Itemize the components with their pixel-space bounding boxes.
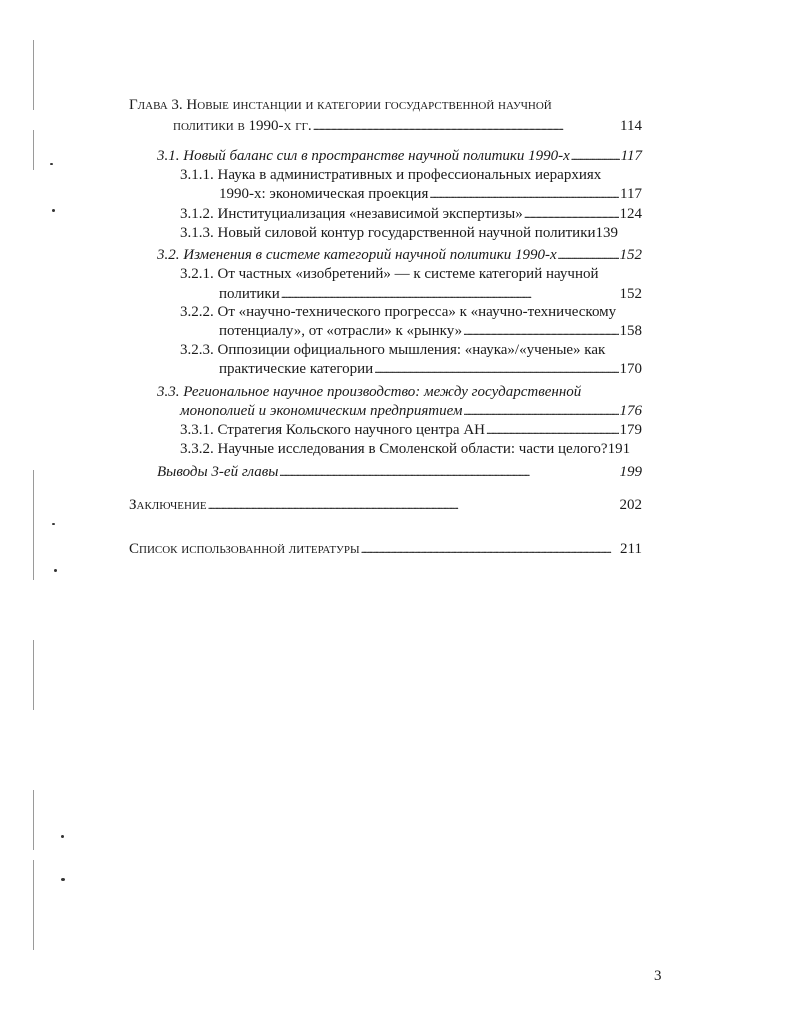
scan-edge-line xyxy=(33,470,34,580)
toc-chapter-3-conclusions[interactable] xyxy=(157,463,642,482)
toc-page-number: 124 xyxy=(619,206,642,222)
toc-subsection-3-2-1-line1: 3.2.1. От частных «изобретений» — к системе категорий научной xyxy=(180,266,599,282)
toc-entry-title: Список использованной литературы xyxy=(129,541,360,557)
toc-page-number: 114 xyxy=(620,118,642,134)
toc-chapter-3-title-line1: Глава 3. Новые инстанции и категории государственной научной xyxy=(129,97,552,113)
toc-leader-dots xyxy=(374,360,618,379)
toc-page-number: 179 xyxy=(619,422,642,438)
scan-speck xyxy=(52,209,55,212)
toc-page-number: 152 xyxy=(619,247,642,263)
toc-chapter-3-entry[interactable] xyxy=(173,117,642,136)
toc-page-number: 199 xyxy=(619,464,642,480)
scan-speck xyxy=(61,878,65,881)
toc-conclusion[interactable] xyxy=(129,496,642,515)
toc-leader-dots xyxy=(464,402,619,421)
toc-subsection-3-2-2-line1: 3.2.2. От «научно-технического прогресса» к «научно-техническому xyxy=(180,304,617,320)
toc-subsection-title: 3.3.2. Научные исследования в Смоленской области: части целого? xyxy=(180,441,608,457)
toc-subsection-title-line2: практические категории xyxy=(219,361,374,377)
toc-section-title: 3.1. Новый баланс сил в пространстве научной политики 1990-х xyxy=(157,148,570,164)
toc-subsection-3-1-3[interactable] xyxy=(180,224,642,243)
toc-subsection-title: 3.1.3. Новый силовой контур государственной научной политики xyxy=(180,225,596,241)
toc-subsection-title: 3.1.2. Институциализация «независимой экспертизы» xyxy=(180,206,523,222)
toc-leader-dots xyxy=(429,185,619,204)
toc-leader-dots xyxy=(524,205,619,224)
toc-leader-dots xyxy=(281,285,619,304)
scan-edge-line xyxy=(33,790,34,850)
toc-section-3-3-line1: 3.3. Региональное научное производство: между государственной xyxy=(157,384,582,400)
toc-subsection-3-2-3[interactable] xyxy=(219,360,642,379)
toc-page-number: 170 xyxy=(619,361,642,377)
toc-subsection-3-3-2[interactable] xyxy=(180,440,658,459)
toc-entry-title: Заключение xyxy=(129,497,207,513)
toc-leader-dots xyxy=(208,496,619,515)
toc-page-number: 191 xyxy=(607,441,631,457)
toc-entry-title: Выводы 3-ей главы xyxy=(157,464,279,480)
toc-subsection-title-line2: 1990-х: экономическая проекция xyxy=(219,186,429,202)
toc-section-title-line2: монополией и экономическим предприятием xyxy=(180,403,463,419)
toc-section-3-1[interactable] xyxy=(157,147,642,166)
toc-leader-dots xyxy=(486,421,618,440)
toc-chapter-3-title-line2: политики в 1990-х гг. xyxy=(173,118,312,134)
scan-speck xyxy=(50,163,53,165)
scan-speck xyxy=(61,835,64,838)
page-number: 3 xyxy=(654,968,662,984)
toc-subsection-3-2-1[interactable] xyxy=(219,285,642,304)
toc-subsection-3-1-2[interactable] xyxy=(180,205,642,224)
scan-edge-line xyxy=(33,860,34,950)
toc-subsection-3-1-1[interactable] xyxy=(219,185,642,204)
toc-references[interactable] xyxy=(129,540,642,559)
toc-section-3-2[interactable] xyxy=(157,246,642,265)
toc-subsection-title: 3.3.1. Стратегия Кольского научного центра АН xyxy=(180,422,486,438)
toc-subsection-title-line2: политики xyxy=(219,286,280,302)
toc-leader-dots xyxy=(361,540,619,559)
toc-subsection-3-2-3-line1: 3.2.3. Оппозиции официального мышления: «наука»/«ученые» как xyxy=(180,342,606,358)
toc-subsection-3-1-1-line1: 3.1.1. Наука в административных и профессиональных иерархиях xyxy=(180,167,602,183)
toc-subsection-3-3-1[interactable] xyxy=(180,421,642,440)
toc-subsection-3-2-2[interactable] xyxy=(219,322,642,341)
toc-section-3-3[interactable] xyxy=(180,402,642,421)
toc-page-number: 117 xyxy=(620,148,642,164)
toc-page-number: 158 xyxy=(619,323,642,339)
toc-page-number: 176 xyxy=(619,403,642,419)
scan-edge-line xyxy=(33,40,34,110)
toc-leader-dots xyxy=(571,147,620,166)
scan-edge-line xyxy=(33,640,34,710)
toc-leader-dots xyxy=(558,246,619,265)
toc-page-number: 152 xyxy=(619,286,642,302)
scan-speck xyxy=(52,523,55,525)
toc-page-number: 211 xyxy=(620,541,642,557)
toc-leader-dots xyxy=(313,117,619,136)
toc-leader-dots xyxy=(279,463,618,482)
scan-edge-line xyxy=(33,130,34,170)
toc-subsection-title-line2: потенциалу», от «отрасли» к «рынку» xyxy=(219,323,463,339)
scan-speck xyxy=(54,569,57,572)
toc-section-title: 3.2. Изменения в системе категорий научной политики 1990-х xyxy=(157,247,557,263)
toc-page-number: 139 xyxy=(595,225,619,241)
toc-leader-dots xyxy=(463,322,618,341)
toc-page-number: 202 xyxy=(619,497,642,513)
toc-page-number: 117 xyxy=(620,186,642,202)
